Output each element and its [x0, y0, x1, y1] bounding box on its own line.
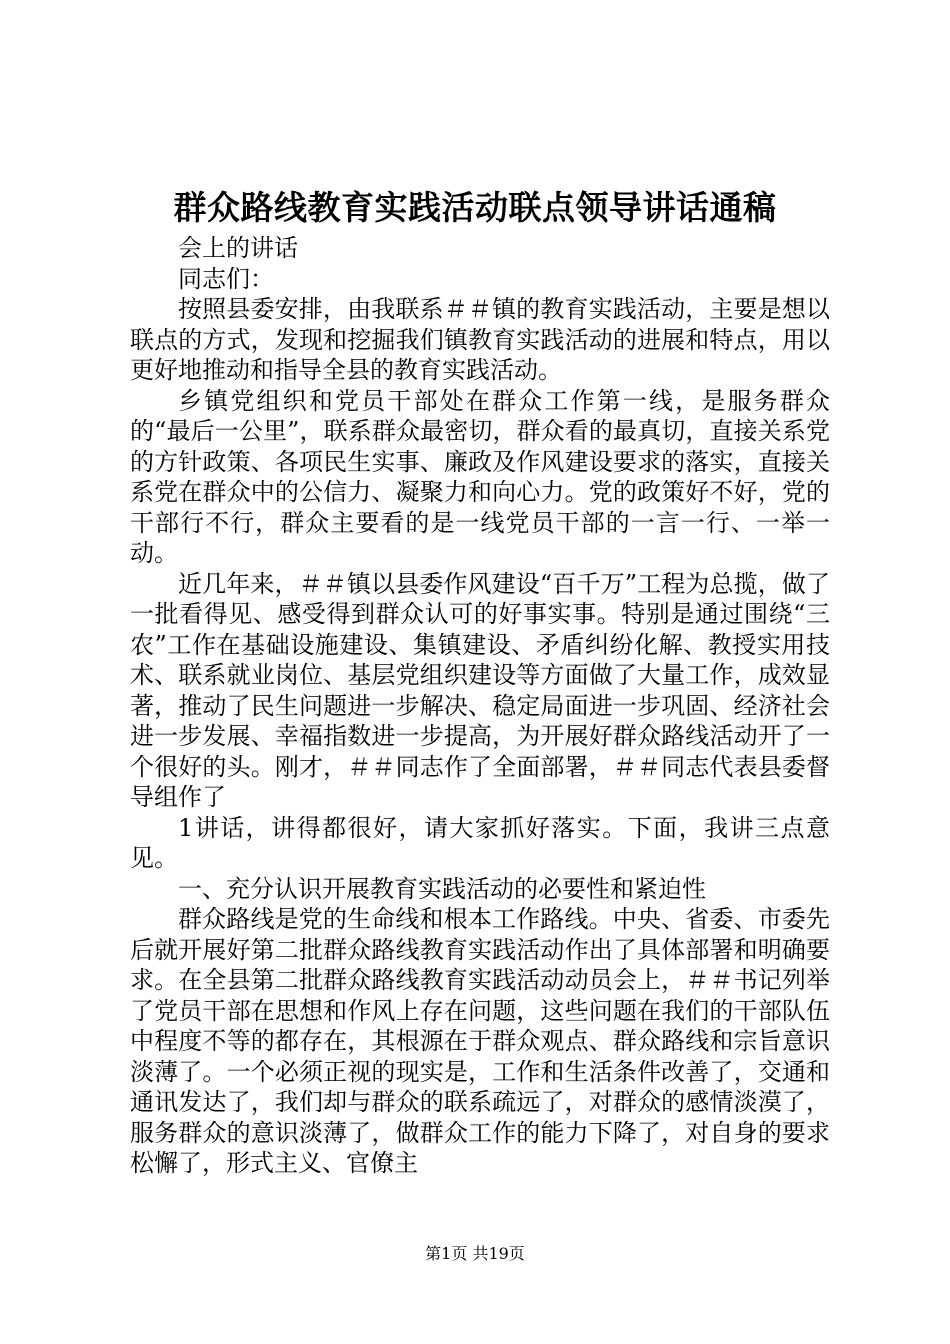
- paragraph: 乡镇党组织和党员干部处在群众工作第一线，是服务群众的“最后一公里”，联系群众最密切，群众看的最真切，直接关系党的方针政策、各项民生实事、廉政及作风建设要求的落实，直接关系党在群众中的公信力、凝聚力和向心力。党的政策好不好，党的干部行不行，群众主要看的是一线党员干部的一言一行、一举一动。: [130, 386, 830, 567]
- section-heading: 一、充分认识开展教育实践活动的必要性和紧迫性: [178, 874, 706, 903]
- document-title: 群众路线教育实践活动联点领导讲话通稿: [173, 188, 777, 227]
- paragraph: 近几年来，＃＃镇以县委作风建设“百千万”工程为总揽，做了一批看得见、感受得到群众认可的好事实事。特别是通过围绕“三农”工作在基础设施建设、集镇建设、矛盾纠纷化解、教授实用技术、联系就业岗位、基层党组织建设等方面做了大量工作，成效显著，推动了民生问题进一步解决、稳定局面进一步巩固、经济社会进一步发展、幸福指数进一步提高，为开展好群众路线活动开了一个很好的头。刚才，＃＃同志作了全面部署，＃＃同志代表县委督导组作了: [130, 569, 830, 811]
- document-body: [130, 233, 830, 1179]
- page-number-footer: 第1页 共19页: [425, 1244, 525, 1263]
- paragraph-salutation: 同志们：: [178, 264, 274, 293]
- paragraph: 1讲话，讲得都很好，请大家抓好落实。下面，我讲三点意见。: [130, 813, 830, 872]
- paragraph: 按照县委安排，由我联系＃＃镇的教育实践活动，主要是想以联点的方式，发现和挖掘我们镇教育实践活动的进展和特点，用以更好地推动和指导全县的教育实践活动。: [130, 295, 830, 384]
- paragraph: 群众路线是党的生命线和根本工作路线。中央、省委、市委先后就开展好第二批群众路线教育实践活动作出了具体部署和明确要求。在全县第二批群众路线教育实践活动动员会上，＃＃书记列举了党员干部在思想和作风上存在问题，这些问题在我们的干部队伍中程度不等的都存在，其根源在于群众观点、群众路线和宗旨意识淡薄了。一个必须正视的现实是，工作和生活条件改善了，交通和通讯发达了，我们却与群众的联系疏远了，对群众的感情淡漠了，服务群众的意识淡薄了，做群众工作的能力下降了，对自身的要求松懈了，形式主义、官僚主: [130, 905, 830, 1177]
- paragraph-meeting-speech: 会上的讲话: [178, 234, 298, 262]
